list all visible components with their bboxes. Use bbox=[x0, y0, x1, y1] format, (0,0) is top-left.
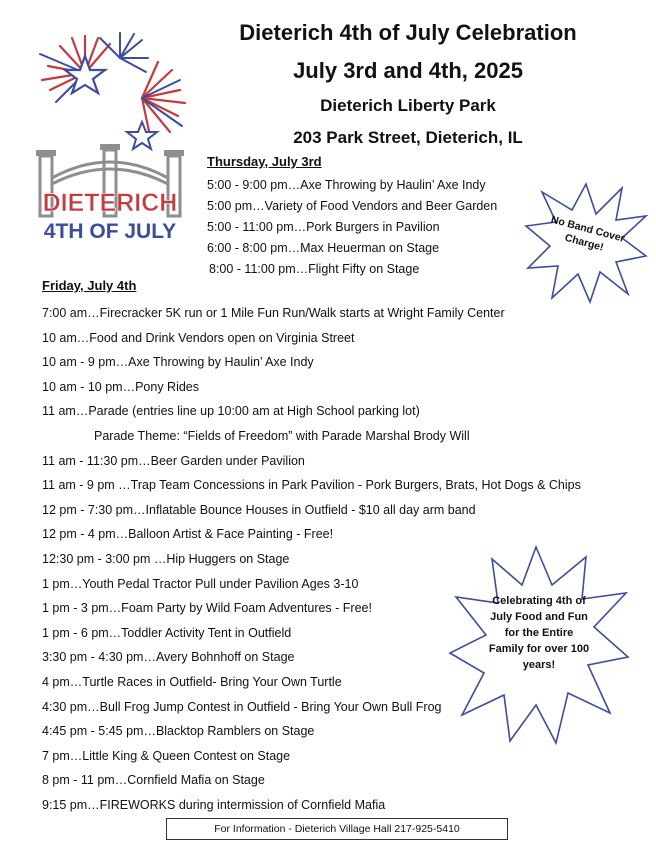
friday-event: 10 am - 9 pm…Axe Throwing by Haulin’ Axe Indy bbox=[42, 355, 314, 370]
logo-dieterich-text: DIETERICH bbox=[42, 189, 178, 217]
friday-event: 10 am…Food and Drink Vendors open on Virginia Street bbox=[42, 330, 355, 345]
celebrating-100-years-starburst bbox=[448, 545, 630, 745]
thursday-event: 5:00 pm…Variety of Food Vendors and Beer Garden bbox=[207, 199, 498, 213]
no-cover-charge-text: No Band Cover Charge! bbox=[549, 213, 626, 254]
friday-event: 4:45 pm - 5:45 pm…Blacktop Ramblers on Stage bbox=[42, 724, 315, 739]
celebrating-100-years-text: Celebrating 4th of July Food and Fun for the Entire Family for over 100 years! bbox=[488, 595, 590, 671]
event-title: Dieterich 4th of July Celebration bbox=[239, 20, 577, 45]
event-address: 203 Park Street, Dieterich, IL bbox=[293, 128, 523, 147]
logo-4th-of-july-text: 4TH OF JULY bbox=[43, 220, 177, 243]
dieterich-4th-of-july-logo bbox=[30, 28, 190, 248]
friday-event: 10 am - 10 pm…Pony Rides bbox=[42, 379, 200, 394]
thursday-event: 5:00 - 9:00 pm…Axe Throwing by Haulin’ Axe Indy bbox=[207, 178, 486, 192]
friday-event: 12 pm - 4 pm…Balloon Artist & Face Painting - Free! bbox=[42, 527, 334, 542]
parade-theme: Parade Theme: “Fields of Freedom” with Parade Marshal Brody Will bbox=[94, 428, 470, 443]
friday-event: 1 pm - 3 pm…Foam Party by Wild Foam Adventures - Free! bbox=[42, 601, 372, 616]
friday-event: 12:30 pm - 3:00 pm …Hip Huggers on Stage bbox=[42, 551, 290, 566]
friday-event: 7 pm…Little King & Queen Contest on Stage bbox=[42, 748, 291, 763]
friday-event: 7:00 am…Firecracker 5K run or 1 Mile Fun Run/Walk starts at Wright Family Center bbox=[42, 306, 505, 320]
friday-event: 3:30 pm - 4:30 pm…Avery Bohnhoff on Stage bbox=[42, 650, 295, 665]
thursday-event: 5:00 - 11:00 pm…Pork Burgers in Pavilion bbox=[207, 220, 440, 234]
information-footer: For Information - Dieterich Village Hall 217-925-5410 bbox=[166, 818, 508, 840]
friday-event: 4:30 pm…Bull Frog Jump Contest in Outfield - Bring Your Own Bull Frog bbox=[42, 699, 442, 714]
fireworks-logo-graphic bbox=[30, 28, 190, 248]
thursday-event: 6:00 - 8:00 pm…Max Heuerman on Stage bbox=[207, 241, 440, 255]
friday-event: 9:15 pm…FIREWORKS during intermission of Cornfield Mafia bbox=[42, 797, 386, 812]
event-venue: Dieterich Liberty Park bbox=[320, 96, 496, 115]
thursday-event: 8:00 - 11:00 pm…Flight Fifty on Stage bbox=[209, 262, 420, 276]
friday-event: 11 am - 9 pm …Trap Team Concessions in Park Pavilion - Pork Burgers, Brats, Hot Dogs & Chips bbox=[42, 478, 581, 493]
thursday-event-list bbox=[207, 175, 497, 280]
event-dates: July 3rd and 4th, 2025 bbox=[293, 58, 523, 83]
friday-heading: Friday, July 4th bbox=[42, 278, 137, 293]
thursday-heading: Thursday, July 3rd bbox=[207, 154, 322, 169]
friday-event: 12 pm - 7:30 pm…Inflatable Bounce Houses in Outfield - $10 all day arm band bbox=[42, 502, 476, 517]
thursday-schedule bbox=[207, 154, 497, 280]
friday-event: 1 pm - 6 pm…Toddler Activity Tent in Outfield bbox=[42, 625, 292, 640]
friday-event: 11 am…Parade (entries line up 10:00 am at High School parking lot) bbox=[42, 404, 420, 419]
friday-event: 4 pm…Turtle Races in Outfield- Bring Your Own Turtle bbox=[42, 674, 342, 689]
friday-event: 8 pm - 11 pm…Cornfield Mafia on Stage bbox=[42, 773, 265, 788]
friday-event: 1 pm…Youth Pedal Tractor Pull under Pavilion Ages 3-10 bbox=[42, 576, 359, 591]
friday-event: 11 am - 11:30 pm…Beer Garden under Pavilion bbox=[42, 453, 305, 468]
event-header bbox=[198, 20, 618, 148]
